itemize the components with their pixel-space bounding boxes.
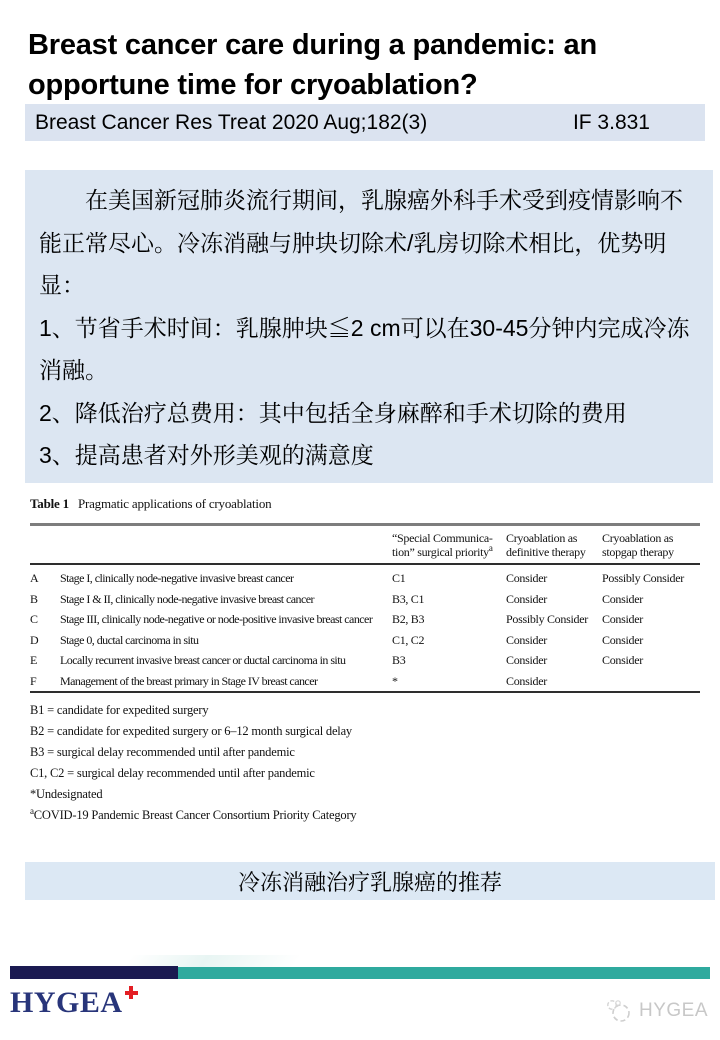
row-stopgap: Consider [602, 612, 643, 626]
table-caption [30, 496, 702, 512]
table-row [30, 671, 700, 693]
row-desc: Stage III, clinically node-negative or node-positive invasive breast cancer [60, 612, 373, 626]
row-priority: C1 [392, 571, 406, 585]
summary-point-2: 2、降低治疗总费用：其中包括全身麻醉和手术切除的费用 [39, 399, 627, 426]
header-stopgap-col: Cryoablation as stopgap therapy [602, 525, 700, 565]
table-row [30, 589, 700, 610]
footnote: *Undesignated [30, 787, 103, 801]
cryoablation-table [30, 523, 700, 693]
summary-panel [25, 170, 713, 483]
table-footnotes [30, 700, 702, 826]
table-label: Table 1 [30, 496, 69, 511]
row-key: D [30, 632, 39, 647]
watermark-icon [603, 998, 633, 1024]
red-cross-icon [125, 986, 138, 999]
row-stopgap: Consider [602, 632, 643, 647]
row-definitive: Consider [506, 653, 547, 667]
hygea-logo [10, 986, 138, 1020]
row-desc: Stage I, clinically node-negative invasive breast cancer [60, 571, 294, 585]
page-title: Breast cancer care during a pandemic: an opportune time for cryoablation? [28, 29, 597, 102]
row-priority: C1, C2 [392, 632, 425, 647]
row-key: F [30, 671, 60, 693]
footnote: B2 = candidate for expedited surgery or 6–12 month surgical delay [30, 724, 352, 738]
row-priority: B3, C1 [392, 591, 425, 606]
table-row [30, 609, 700, 630]
footnote: B1 = candidate for expedited surgery [30, 703, 209, 717]
header-desc-col [60, 525, 392, 565]
row-key: E [30, 653, 38, 667]
row-desc: Stage I & II, clinically node-negative invasive breast cancer [60, 591, 314, 606]
watermark [603, 998, 708, 1024]
table-row [30, 630, 700, 651]
table-row [30, 650, 700, 671]
row-priority: B3 [392, 653, 406, 667]
summary-point-1: 1、节省手术时间：乳腺肿块≦2 cm可以在30-45分钟内完成冷冻消融。 [39, 314, 690, 384]
row-definitive: Consider [506, 591, 547, 606]
footer-bar-teal [178, 967, 710, 979]
row-stopgap: Consider [602, 591, 643, 606]
row-definitive: Possibly Consider [506, 612, 588, 626]
row-key: C [30, 612, 38, 626]
row-key: B [30, 591, 38, 606]
table-caption-text: Pragmatic applications of cryoablation [77, 496, 272, 511]
row-stopgap [602, 671, 700, 693]
hygea-logo-text: HYGEA [10, 986, 123, 1019]
impact-factor: IF 3.831 [572, 110, 650, 134]
row-definitive: Consider [506, 571, 547, 585]
row-stopgap: Possibly Consider [602, 571, 684, 585]
header-key-col [30, 525, 60, 565]
summary-intro: 在美国新冠肺炎流行期间，乳腺癌外科手术受到疫情影响不能正常尽心。冷冻消融与肿块切除术/乳房切除术相比，优势明显： [39, 187, 683, 299]
figure-caption-bar [25, 862, 715, 900]
row-desc: Management of the breast primary in Stage IV breast cancer [60, 671, 392, 693]
table-row [30, 564, 700, 589]
row-desc: Stage 0, ductal carcinoma in situ [60, 632, 199, 647]
journal-citation: Breast Cancer Res Treat 2020 Aug;182(3) [35, 110, 428, 134]
header-definitive-col: Cryoablation as definitive therapy [506, 525, 602, 565]
footnote: C1, C2 = surgical delay recommended until after pandemic [30, 766, 315, 780]
row-priority: * [392, 671, 506, 693]
table-header-row [30, 525, 700, 565]
footnote: $^a$COVID-19 Pandemic Breast Cancer Consortium Priority Category [30, 805, 357, 822]
row-definitive: Consider [506, 632, 547, 647]
watermark-text: HYGEA [638, 1000, 708, 1021]
footer-bar-navy [10, 966, 178, 979]
citation-bar [25, 104, 705, 141]
row-key: A [30, 571, 39, 585]
row-priority: B2, B3 [392, 612, 425, 626]
summary-point-3: 3、提高患者对外形美观的满意度 [39, 442, 374, 469]
footnote: B3 = surgical delay recommended until after pandemic [30, 745, 295, 759]
figure-caption-text: 冷冻消融治疗乳腺癌的推荐 [237, 869, 502, 895]
row-desc: Locally recurrent invasive breast cancer or ductal carcinoma in situ [60, 653, 346, 667]
header-priority-col: “Special Communica- tion” surgical priority$^a$ [392, 525, 506, 565]
paper-table-figure [30, 496, 702, 826]
row-stopgap: Consider [602, 653, 643, 667]
row-definitive: Consider [506, 671, 602, 693]
